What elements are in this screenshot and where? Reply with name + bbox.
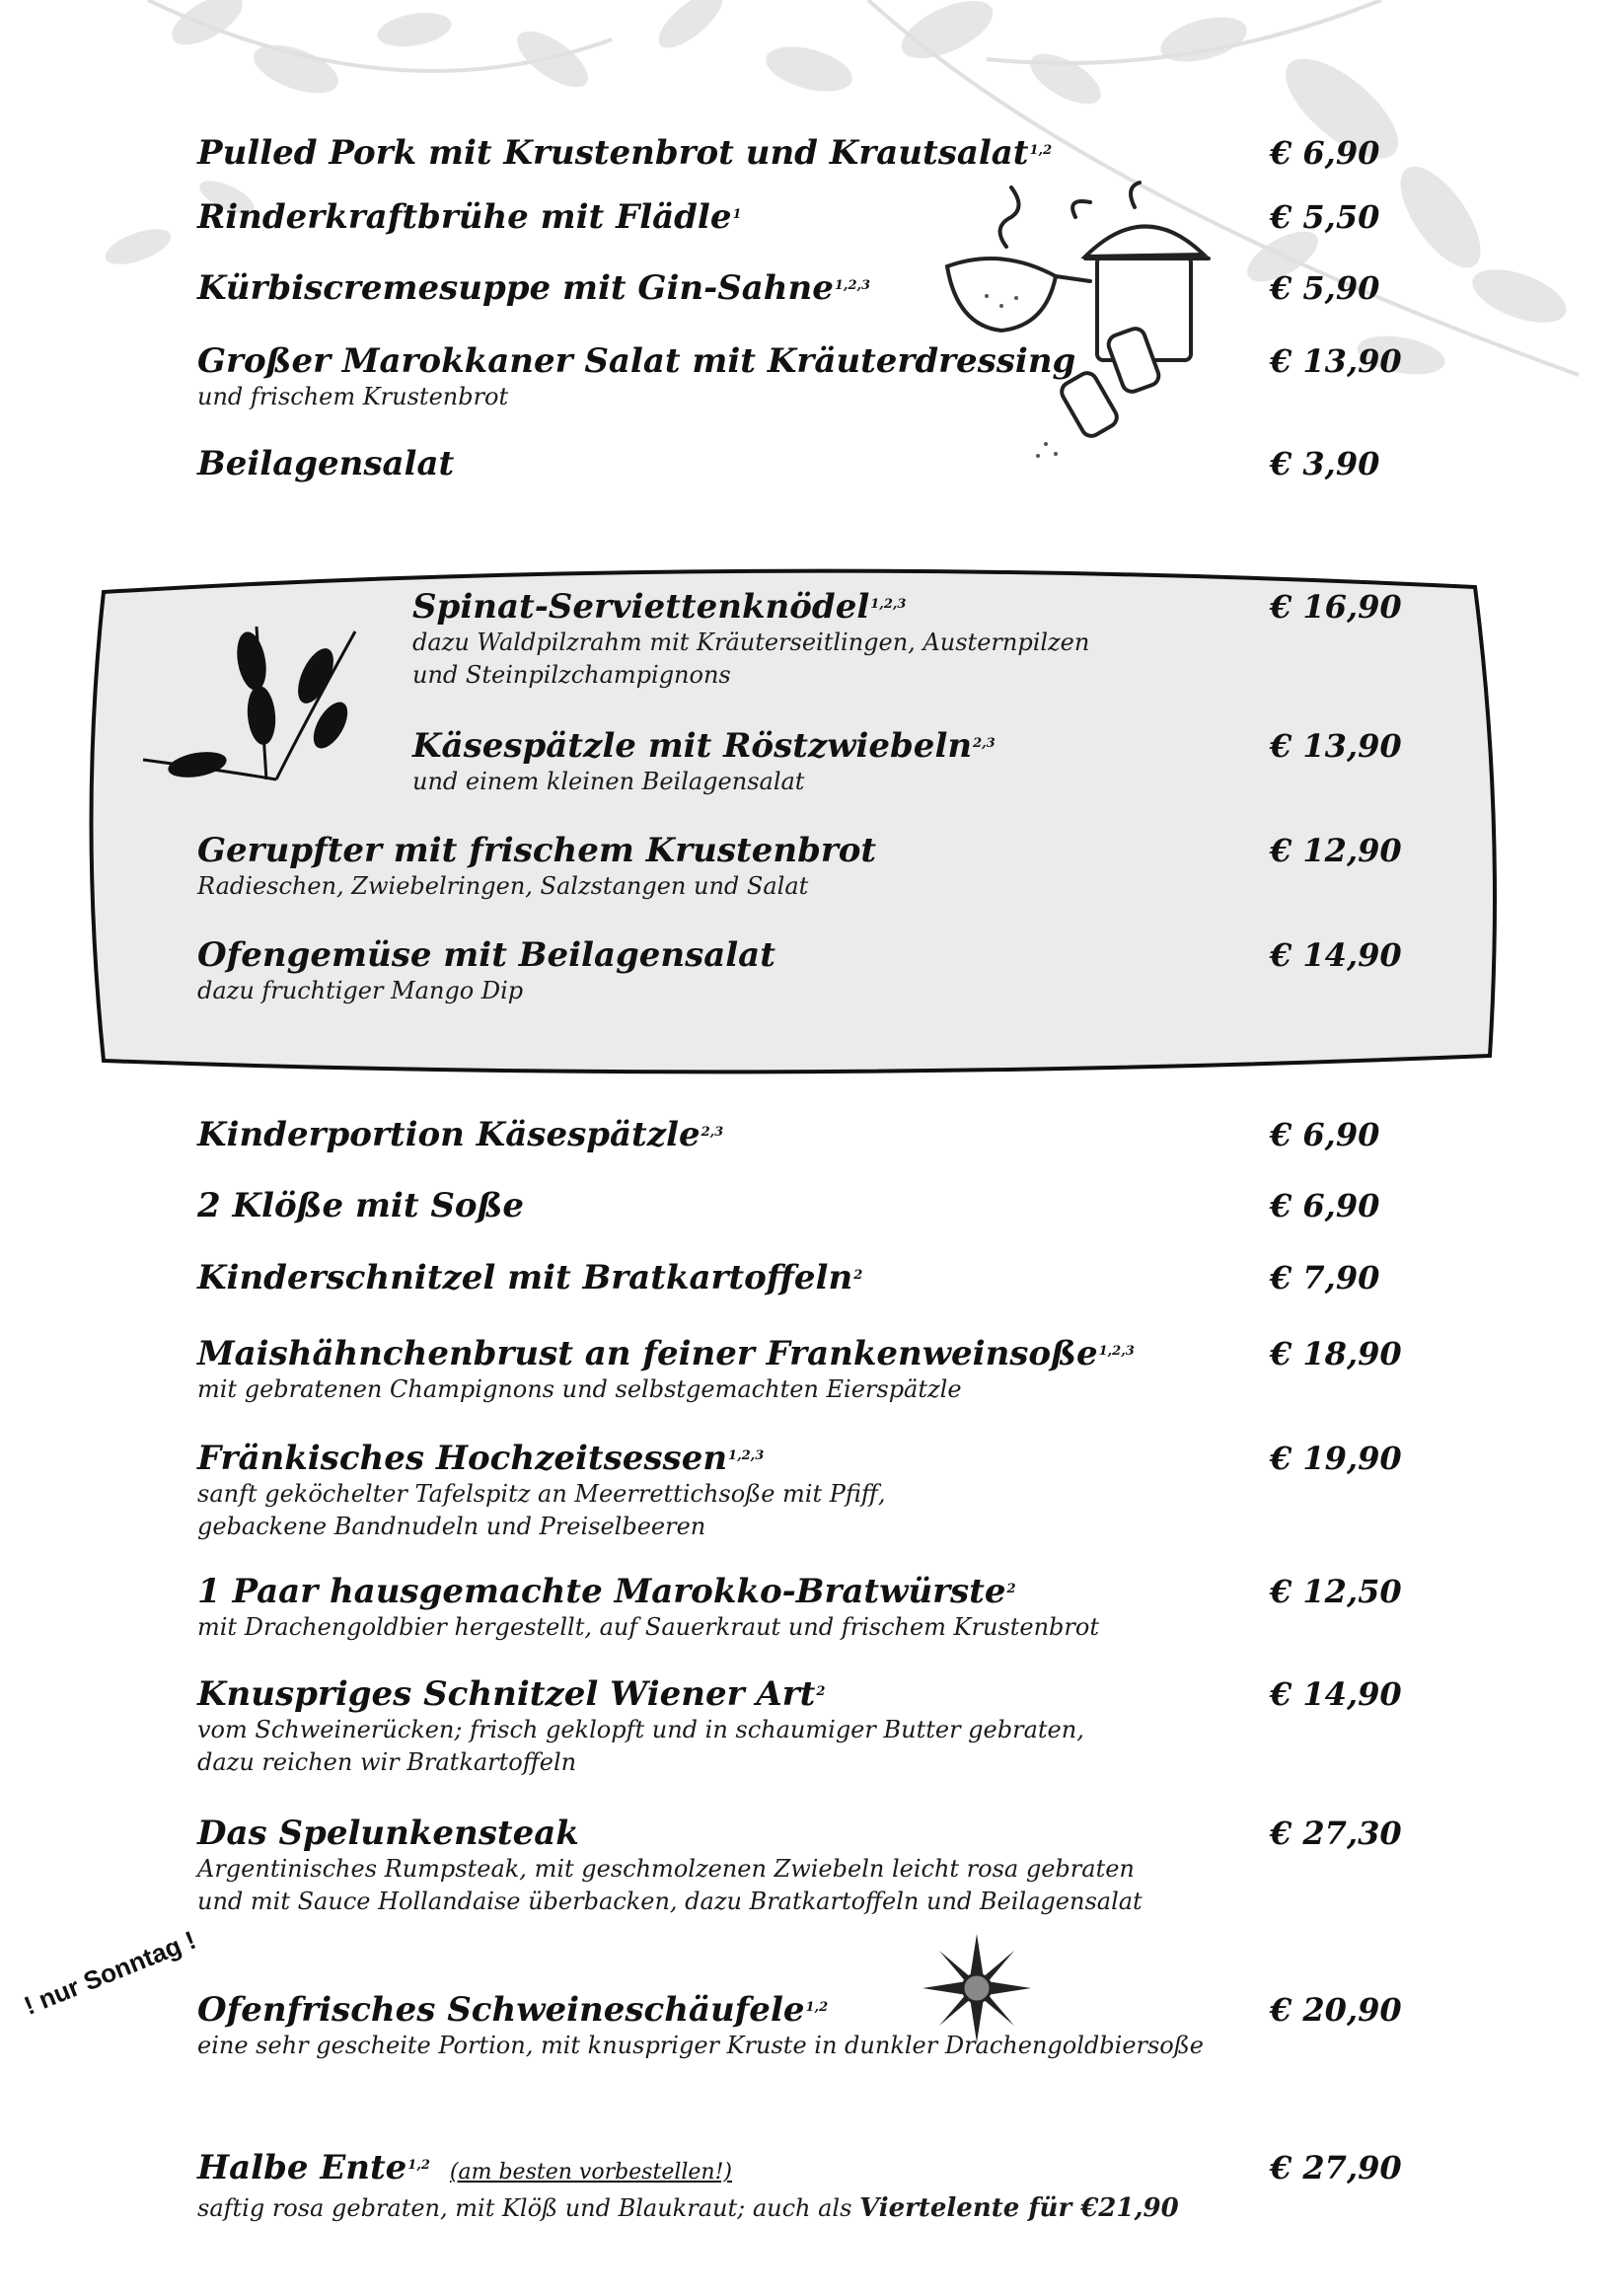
dish-price: € 27,90 <box>1270 2149 1402 2186</box>
menu-item <box>197 1334 1402 1406</box>
dish-name: Das Spelunkensteak <box>197 1814 579 1853</box>
dish-name: Fränkisches Hochzeitsessen <box>197 1439 728 1478</box>
menu-item <box>197 1674 1402 1779</box>
menu-item <box>197 133 1381 173</box>
menu-item <box>412 587 1402 692</box>
dish-price: € 7,90 <box>1270 1259 1380 1296</box>
dish-price: € 16,90 <box>1270 588 1402 626</box>
dish-price: € 13,90 <box>1270 727 1402 765</box>
dish-name: Rinderkraftbrühe mit Flädle <box>197 197 732 237</box>
dish-price: € 13,90 <box>1270 342 1402 380</box>
dish-price: € 5,50 <box>1270 198 1380 236</box>
menu-item <box>197 2148 1402 2225</box>
sunday-only-label: ! nur Sonntag ! <box>20 1924 200 2021</box>
allergen-note: 1,2,3 <box>1098 1344 1135 1359</box>
allergen-note: 1,2 <box>407 2158 430 2173</box>
dish-description: vom Schweinerücken; frisch geklopft und in schaumiger Butter gebraten, <box>197 1716 1084 1743</box>
dish-description: mit Drachengoldbier hergestellt, auf Sauerkraut und frischem Krustenbrot <box>197 1613 1099 1641</box>
dish-name: Käsespätzle mit Röstzwiebeln <box>412 726 973 766</box>
menu-item <box>197 341 1402 413</box>
dish-name: 2 Klöße mit Soße <box>197 1186 525 1225</box>
dish-name: Halbe Ente <box>197 2148 407 2187</box>
dish-description: dazu fruchtiger Mango Dip <box>197 977 524 1004</box>
menu-item <box>197 1258 1381 1297</box>
preorder-note: (am besten vorbestellen!) <box>449 2160 733 2185</box>
dish-description: Radieschen, Zwiebelringen, Salzstangen und Salat <box>197 872 809 900</box>
dish-description: und einem kleinen Beilagensalat <box>412 768 805 795</box>
dish-price: € 14,90 <box>1270 1675 1402 1713</box>
dish-price: € 3,90 <box>1270 445 1380 482</box>
menu-item <box>197 831 1402 903</box>
allergen-note: 1 <box>732 207 742 222</box>
dish-description: mit gebratenen Champignons und selbstgemachten Eierspätzle <box>197 1375 962 1403</box>
dish-description: Argentinisches Rumpsteak, mit geschmolzenen Zwiebeln leicht rosa gebraten <box>197 1855 1135 1883</box>
menu-item <box>197 1990 1402 2062</box>
allergen-note: 2 <box>816 1684 826 1699</box>
dish-description: dazu reichen wir Bratkartoffeln <box>197 1748 577 1776</box>
dish-price: € 14,90 <box>1270 936 1402 974</box>
allergen-note: 1,2 <box>805 2000 829 2015</box>
dish-name: Beilagensalat <box>197 444 455 483</box>
allergen-note: 1,2,3 <box>728 1448 765 1463</box>
dish-price: € 5,90 <box>1270 269 1380 307</box>
dish-name: Kinderportion Käsespätzle <box>197 1115 701 1154</box>
dish-price: € 27,30 <box>1270 1815 1402 1852</box>
dish-name: Maishähnchenbrust an feiner Frankenweinsoße <box>197 1334 1098 1373</box>
menu-item <box>197 197 1381 237</box>
menu-item <box>197 268 1381 308</box>
menu-item <box>197 1572 1402 1644</box>
dish-name: 1 Paar hausgemachte Marokko-Bratwürste <box>197 1572 1006 1611</box>
dish-price: € 18,90 <box>1270 1335 1402 1372</box>
dish-name: Kürbiscremesuppe mit Gin-Sahne <box>197 268 834 308</box>
allergen-note: 2 <box>1006 1582 1016 1596</box>
menu-item <box>197 1439 1402 1543</box>
menu-item <box>197 935 1402 1007</box>
dish-name: Großer Marokkaner Salat mit Kräuterdressing <box>197 341 1076 381</box>
dish-description: eine sehr gescheite Portion, mit knuspriger Kruste in dunkler Drachengoldbiersoße <box>197 2032 1204 2059</box>
dish-name: Gerupfter mit frischem Krustenbrot <box>197 831 877 870</box>
allergen-note: 1,2 <box>1029 143 1053 158</box>
dish-price: € 6,90 <box>1270 1116 1380 1153</box>
allergen-note: 1,2,3 <box>834 278 871 293</box>
dish-price: € 20,90 <box>1270 1991 1402 2029</box>
dish-price: € 12,50 <box>1270 1573 1402 1610</box>
menu-item <box>412 726 1402 798</box>
menu-item <box>197 1186 1381 1225</box>
dish-name: Ofenfrisches Schweineschäufele <box>197 1990 805 2030</box>
allergen-note: 2 <box>853 1268 863 1283</box>
dish-description: und mit Sauce Hollandaise überbacken, dazu Bratkartoffeln und Beilagensalat <box>197 1888 1143 1915</box>
dish-name: Spinat-Serviettenknödel <box>412 587 870 627</box>
dish-description: und frischem Krustenbrot <box>197 383 509 410</box>
dish-description-text: saftig rosa gebraten, mit Klöß und Blaukraut; auch als <box>197 2194 860 2222</box>
dish-description: sanft geköchelter Tafelspitz an Meerrettichsoße mit Pfiff, <box>197 1480 886 1508</box>
menu-item <box>197 1814 1402 1918</box>
menu-item <box>197 1115 1381 1154</box>
dish-price: € 19,90 <box>1270 1440 1402 1477</box>
dish-description: gebackene Bandnudeln und Preiselbeeren <box>197 1513 706 1540</box>
allergen-note: 2,3 <box>973 736 996 751</box>
wheat-illustration <box>138 622 375 789</box>
menu-item <box>197 444 1381 483</box>
dish-name: Kinderschnitzel mit Bratkartoffeln <box>197 1258 853 1297</box>
dish-description: und Steinpilzchampignons <box>412 661 731 689</box>
dish-description: dazu Waldpilzrahm mit Kräuterseitlingen, Austernpilzen <box>412 629 1090 656</box>
dish-name: Ofengemüse mit Beilagensalat <box>197 935 775 975</box>
allergen-note: 2,3 <box>701 1125 724 1140</box>
dish-name: Knuspriges Schnitzel Wiener Art <box>197 1674 816 1714</box>
dish-description <box>197 2192 1381 2225</box>
dish-price: € 12,90 <box>1270 832 1402 869</box>
quarter-duck-offer: Viertelente für €21,90 <box>859 2193 1179 2223</box>
dish-price: € 6,90 <box>1270 1187 1380 1224</box>
dish-price: € 6,90 <box>1270 134 1380 172</box>
dish-name: Pulled Pork mit Krustenbrot und Krautsalat <box>197 133 1029 173</box>
allergen-note: 1,2,3 <box>870 597 907 612</box>
